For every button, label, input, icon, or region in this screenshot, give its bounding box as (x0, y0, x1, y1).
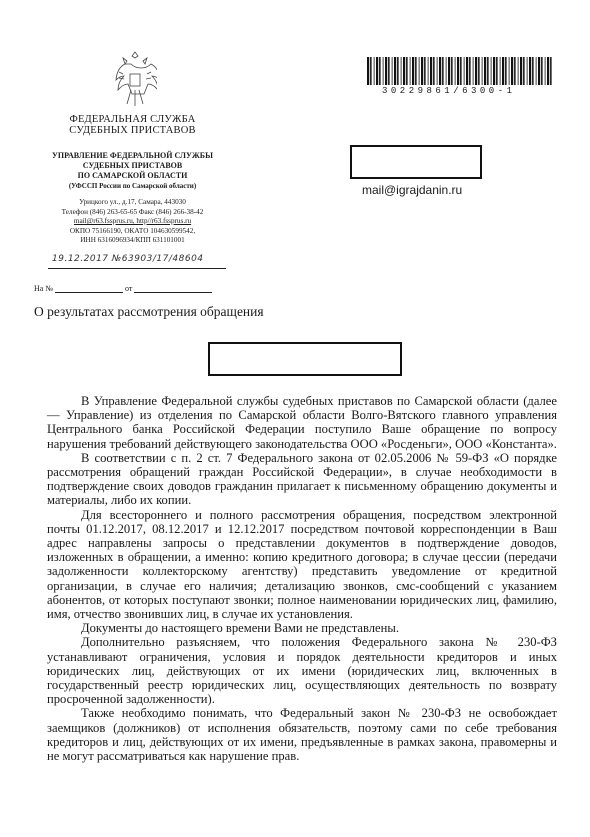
department-block (40, 151, 225, 191)
redacted-recipient (350, 145, 482, 179)
barcode-number: 30229861/6300-1 (382, 86, 516, 96)
address: Урицкого ул., д.17, Самара, 443030 (79, 198, 186, 206)
dept-line-4: (УФССП России по Самарской области) (68, 182, 197, 190)
paragraph: Для всестороннего и полного рассмотрения обращения, посредством электронной почты 01.12.2017, 08.12.2017 и 12.12.2017 посредством почтовой корреспонденции в Ваш адрес направлены запросы о представлении документов в подтверждение доводов, изложенных в обращении, а именно: копию кредитного договора; в случае цессии (передачи задолженности коллекторскому агентству) представить уведомление от кредитной организации, в случае его наличия; детализацию звонков, смс-сообщений с указанием абонентов, от которых поступают звонки; полное наименовании юридических лиц, фамилию, имя, отчество звонивших лиц, в случае их установления. (47, 507, 557, 622)
outgoing-date-number: 19.12.2017 №63903/17/48604 (52, 254, 204, 264)
coat-of-arms-icon (113, 50, 157, 110)
ref-from: от (124, 284, 133, 293)
paragraph: В Управление Федеральной службы судебных приставов по Самарской области (далее — Управление) из отделения по Самарской области Волго-Вятского главного управления Центрального банка Российской Федерации поступило Ваше обращение по вопросу нарушения требований действующего законодательства ООО «Росденьги», ООО «Константа». (47, 394, 557, 451)
subject-line: О результатах рассмотрения обращения (34, 304, 264, 319)
paragraph: Дополнительно разъясняем, что положения Федерального закона № 230-ФЗ устанавливают ограничения, условия и порядок деятельности кредиторов и иных юридических лиц, действующих от их имени (юридических лиц, включенных в государственный реестр юридических лиц, осуществляющих деятельность по возврату просроченной задолженности). (47, 635, 557, 707)
agency-line-1: ФЕДЕРАЛЬНАЯ СЛУЖБА (69, 114, 196, 125)
contact-info (40, 198, 225, 246)
letter-body (47, 394, 557, 763)
dept-line-3: ПО САМАРСКОЙ ОБЛАСТИ (77, 171, 188, 180)
recipient-email: mail@igrajdanin.ru (362, 183, 463, 197)
paragraph: Также необходимо понимать, что Федеральный закон № 230-ФЗ не освобождает заемщиков (должников) от исполнения обязательств, поэтому сами по себе требования кредиторов и лиц, действующих от их имени, предъявленные в рамках закона, правомерны и не могут рассматриваться как нарушение прав. (47, 706, 557, 764)
ref-date-blank (134, 283, 212, 293)
ref-prefix: На № (34, 284, 53, 293)
okpo-okato: ОКПО 75166190, ОКАТО 104630599542, (69, 226, 196, 235)
ref-number-blank (55, 283, 123, 293)
agency-line-2: СУДЕБНЫХ ПРИСТАВОВ (69, 125, 196, 136)
web-links[interactable]: mail@r63.fssprus.ru, http//r63.fssprus.ru (73, 217, 192, 225)
dept-line-2: СУДЕБНЫХ ПРИСТАВОВ (82, 161, 183, 170)
dept-line-1: УПРАВЛЕНИЕ ФЕДЕРАЛЬНОЙ СЛУЖБЫ (52, 151, 213, 160)
inn-kpp: ИНН 6316096934/КПП 631101001 (80, 236, 185, 244)
reference-line (34, 283, 212, 293)
agency-name (40, 114, 225, 136)
paragraph: Документы до настоящего времени Вами не представлены. (81, 621, 399, 636)
redacted-salutation (208, 342, 402, 376)
paragraph: В соответствии с п. 2 ст. 7 Федерального закона от 02.05.2006 № 59-ФЗ «О порядке рассмотрения обращений граждан Российской Федерации», в случае необходимости в подтверждение своих доводов гражданин прилагает к письменному обращению документы и материалы, либо их копии. (47, 450, 557, 508)
phone-fax: Телефон (846) 263-65-65 Факс (846) 266-38-42 (61, 207, 204, 216)
barcode (367, 57, 553, 85)
